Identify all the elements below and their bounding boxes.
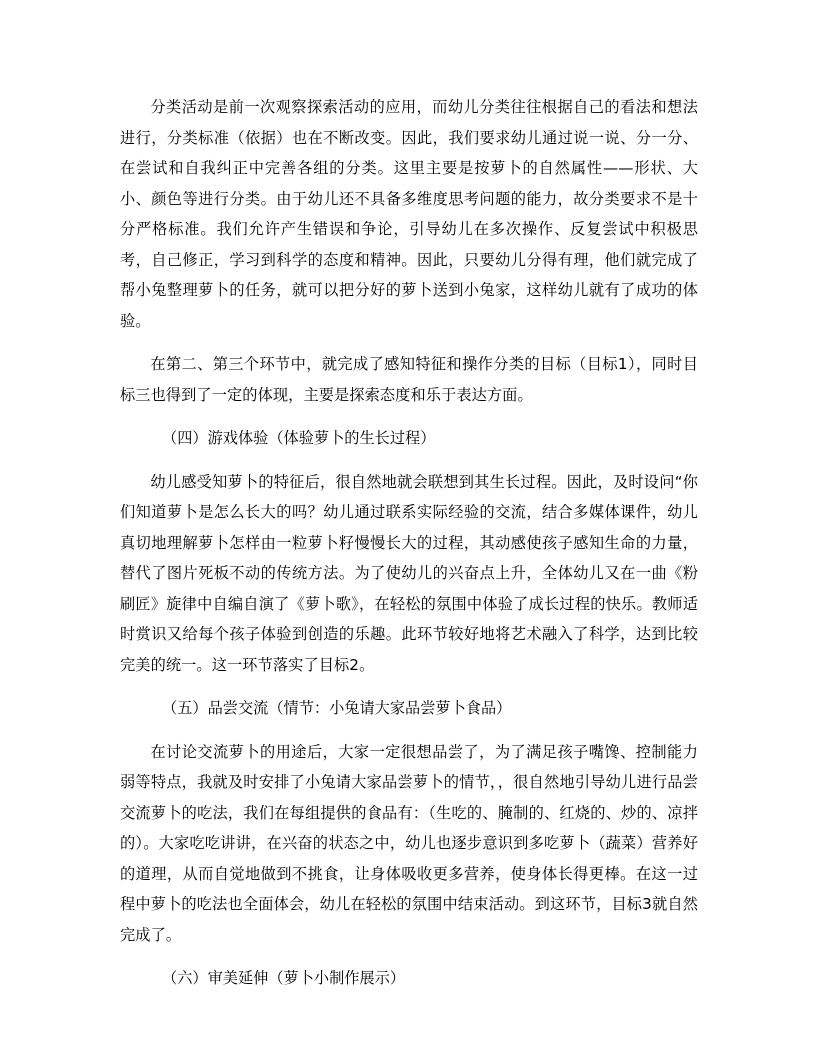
paragraph-gap [120, 680, 698, 693]
section-heading-5: （五）品尝交流（情节：小兔请大家品尝萝卜食品） [162, 699, 512, 717]
paragraph-gap [120, 454, 698, 467]
paragraph-tasting-exchange: 在讨论交流萝卜的用途后，大家一定很想品尝了，为了满足孩子嘴馋、控制能力弱等特点，我就及时安排了小兔请大家品尝萝卜的情节，，很自然地引导幼儿进行品尝交流萝卜的吃法，我们在每组提供的食品有：（生吃的、腌制的、红烧的、炒的、凉拌的）。大家吃吃讲讲，在兴奋的状态之中，幼儿也逐步意识到多吃萝卜（蔬菜）营养好的道理，从而自觉地做到不挑食，让身体吸收更多营养，使身体长得更棒。在这一过程中萝卜的吃法也全面体会，幼儿在轻松的氛围中结束活动。到这环节，目标3就自然完成了。 [120, 742, 698, 944]
section-heading-6: （六）审美延伸（萝卜小制作展示） [162, 969, 405, 987]
paragraph-gap [120, 724, 698, 737]
document-body [120, 92, 698, 994]
paragraph-second-third-stage: 在第二、第三个环节中，就完成了感知特征和操作分类的目标（目标1），同时目标三也得到了一定的体现，主要是探索态度和乐于表达方面。 [120, 355, 698, 404]
paragraph-classification-activity: 分类活动是前一次观察探索活动的应用，而幼儿分类往往根据自己的看法和想法进行，分类标准（依据）也在不断改变。因此，我们要求幼儿通过说一说、分一分、在尝试和自我纠正中完善各组的分类。这里主要是按萝卜的自然属性——形状、大小、颜色等进行分类。由于幼儿还不具备多维度思考问题的能力，故分类要求不是十分严格标准。我们允许产生错误和争论，引导幼儿在多次操作、反复尝试中积极思考，自己修正，学习到科学的态度和精神。因此，只要幼儿分得有理，他们就完成了帮小兔整理萝卜的任务，就可以把分好的萝卜送到小兔家，这样幼儿就有了成功的体验。 [120, 98, 698, 330]
paragraph-gap [120, 950, 698, 963]
paragraph-gap [120, 410, 698, 423]
section-heading-4: （四）游戏体验（体验萝卜的生长过程） [162, 429, 436, 447]
paragraph-gap [120, 336, 698, 349]
paragraph-game-experience: 幼儿感受知萝卜的特征后，很自然地就会联想到其生长过程。因此，及时设问“你们知道萝卜是怎么长大的吗？幼儿通过联系实际经验的交流，结合多媒体课件，幼儿真切地理解萝卜怎样由一粒萝卜籽慢慢长大的过程，其动感使孩子感知生命的力量，替代了图片死板不动的传统方法。为了使幼儿的兴奋点上升，全体幼儿又在一曲《粉刷匠》旋律中自编自演了《萝卜歌》，在轻松的氛围中体验了成长过程的快乐。教师适时赏识又给每个孩子体验到创造的乐趣。此环节较好地将艺术融入了科学，达到比较完美的统一。这一环节落实了目标2。 [120, 472, 698, 674]
